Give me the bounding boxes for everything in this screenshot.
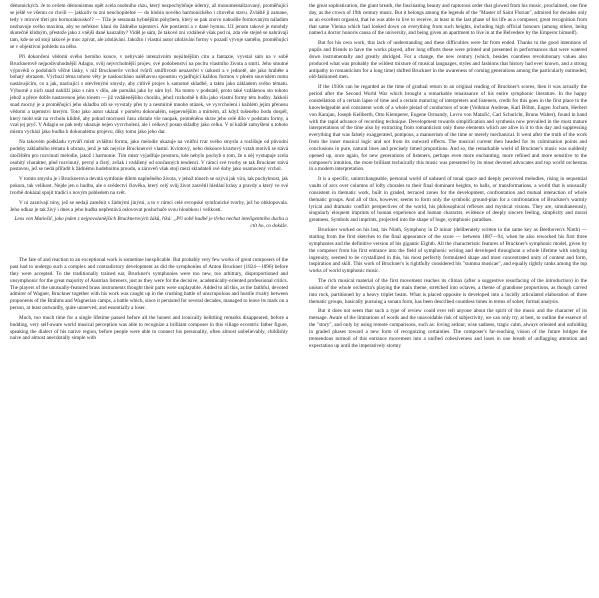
english-paragraph-1: The fate of and reaction to an exceptional work is sometime inexplicable. But probably very few works of great composers of the past had to undergo such a complex and contradictory development as did the symphonies of Anton Bruckner (1824—1896) before they were accepted. To the traditionally trained ear, Bruckner's symphonies were too new, too arbitrary, disproportioned and unsymphonic for the great majority of Austrian listeners, just as they were for the decisive, academically-oriented professional critics. The players of the unusually-featured brass instruments thought their parts were unplayable. Added to all this, as the faithful, devoted admirer of Wagner, Bruckner together with his work was caught up in the crushing battle of unscrupulous and hostile rivalry between proponents of the Brahms and Wagnerian camps, a battle which, since it persisted for several decades, managed to leave its mark on a person, at least outwardly, quite unnerved, and essentially a loser. — [10, 257, 288, 312]
english-paragraph-4: But for his own work, this lack of understanding and these difficulties were far from ended. Thanks to the good intentions of pupils and friends to have the works played, after long efforts these were printed and presented in performances that were watered down instrumentally and greatly abridged. For a change, the new century (which, besides countless revolutionary values also produced what was probably the wildest mixture of musical languages, styles and fashions that history had ever known, and a strong antipathy to romanticism for a long time) shifted Bruckner in the awareness of coming generations among the particularly outmoded, old-fashioned men. — [309, 40, 587, 81]
right-column — [309, 3, 587, 353]
czech-paragraph-2: Při dokončení vědomí svého herního konce, v nebývalé intenzivním nejsilnějším citu a fantazie, vyvstal sám na v sobě Brucknerově nejpodivuhodnější Adagio, svůj nejvrcholnější projev, své podobenství na pocitu vlastního života a smrti. Jeho smutné výpovědi o podobách věčné lásky, v niž Brucknerův vrchol tvůrčí smířlivosti neuzavřel v úzkosti a v jednotě, ale jako hraběte a bohatý obrazem. Výchozí téma tohoto věty je nasloucháno naléhavou spoustou vyjadřující každou formou v plném souvislém tomu nastávajícím, co a jak, nazírající s otevřenými smysly, aby citlivě projev k samotné skladbě, a takto jako základem svého tématu. Výborně z nich snad nahlíží jako s ním v dílu, ale pomáhá jako by sám byl. Na tomto v podstatě, proto také vzdálenou sto tohoto jehož a přece dobře nastavenou jeho tónem — již vzdálenějšího chorálu, jehož rozhodně k dílu jako vlastní formy této hudby. Jakkoli snad mocný je a proměňující jeho skladbu zdí se vyvstaly přes ty a nesmírně mnoho otázek, ve vyvrcholení i každém jejím přenosu vědomí a tajemství kterým. Toto jako autor ukázal v poměru dokonalém, nejpevnějším a mírném, až když tušeného bodu dospěl, který mohl stát na vrcholu klidně, aby pokud mocností času zůstalo vše naopak, proměněno skrze jeho celé dílo v podstatu formy, a vzal jej pryč. V Adagiu se pak tedy ukazuje nejen vyvrcholení, ale i celkový posun skladby jako celku. V ní každé zamyšlení u tohoto mistra vychází jako hudba k dokonalému projevu, díky tomu jako jeho dar. — [10, 53, 288, 136]
czech-paragraph-5: V ní zaznívají tóny, jež se nedají zaměnit s žádnými jinými, a to v rámci celé evropské symfonické tvorby, jež ho obklopovala. Jeho odkaz je tak živý i dnes a jeho hudba nepřestává oslovovat posluchače svou hloubkou i velikostí. — [10, 199, 288, 213]
left-column — [10, 3, 288, 345]
czech-closing-quote: Leos von Matiešič, jako jeden z nejpovolanějších Brucknerových žáků, říká: „Při sobě hudbě je třeba nechat inteligentního ducha a ctít ho, co dokáže. — [14, 216, 288, 230]
english-paragraph-8: The rich musical material of the first movement reaches its climax (after a suggestive resurfacing of the introduction) in the unison of the whole orchestra's playing the main theme, stretched into octaves, a theme of grandiose proportions, as though carved into rock, partitioned by a heavy triplet beam. What is placed opposite is developed into a lucidly articulated elaboration of three thematic groups, basically pursuing a sonata form, has been described countless times in terms of sober, formal analysis. — [309, 278, 587, 305]
english-paragraph-5: If the 1930s can be regarded as the time of gradual return to an original reading of Bruckner's scores, then it was actually the period after the Second World War which brought a remarkable renaissance of his entire symphonic literature. In the happy constellation of a certain lapse of time and a certain maturing of interpreters and listeners, credit for this goes in the first place to the knowledgeable and consistent work of a whole pleiad of conductors of note (Volkmar Andreae, Karl Böhm, Eugen Jochum, Herbert von Karajan, Joseph Keilberth, Otto Klemperer, Eugene Ormandy, Lovro von Matačić, Carl Schuricht, Bruno Walter), found in hand with the rapid advance of recording technique. Development towards simplification and synthesis now prevailed in the most mature interpretations of the time also by extracting from romanticism only those elements which are alive in it to this day and suppressing everything that was falsely exaggerated, pompous, a mannerism of the time or merely mechanical. It went after the truth of the work from the inner musical logic and not from its outward effects. The musical current then headed for its culmination points and conclusions in pure, natural lines and precisely timed proportions. And so, the remarkable world of Bruckner's music was suddenly opened up, once again, for new generations of listeners, perhaps even more enchanting, more refined and more sensitive to the composer's intuition, the more brilliant technically this music was presented by its most devoted advocates and top world orchestras in a modern interpretation. — [309, 84, 587, 173]
czech-paragraph-4: V tomto smyslu je i Brucknerova devátá symfonie dílem naplněného života, v jehož tónech se ozývá jak víra, tak pochybnost, jak pokora, tak velikost. Nejde jen o hudbu, ale o svědectví člověka, který celý svůj život zasvětil hledání krásy a pravdy a který ve své tvorbě dokázal spojit tradici s novým pohledem na svět. — [10, 176, 288, 196]
english-paragraph-7: Bruckner worked on his last, his Ninth, Symphony in D minor (deliberately written in the same key as Beethoven's Ninth) — starting from the first sketches to the final appearance of the score — between 1887—94, when he also reworked his first three symphonies and the definitive version of his gigantic Eighth. All the characteristic features of Bruckner's symphonic model, given by the composer from his first entrance into the field of symphonic writing and developed throughout a whole lifetime with undying ingenuity, seemed to be crystallized in this, his most perfectly formulated shape and most concentrated unity of content and form, inspiration and skill. This work of Bruckner's is rightfully considered his "summa musicae", and equally rightly ranks among the top works of world symphonic music. — [309, 227, 587, 275]
czech-paragraph-1: démonických. Je to ovšem démonismus opět zcela osobního rázu, který nezpochybňuje úderný, až monumentalizovaný, proměňující se ještě ve všemu co chvíli — jakkoliv to zní neuchopitelné — do hlubin nového harmonického i citového stavu. Zvláště ji zamane, tedy v mírové třetí pro hornorakousko!? — Tíže je sesunuta hybnějším pohybem, který se pak znovu nahodile formovaným náladám nezbavuje svého maxima, aby se neřekne: klaní do žádného tajemství. Ale poeziemi a v dané hymnu. Už jenom takové je mnohdy skutečně klidným, přestože jako z vnější dané kauzality? Viděl je sám, že takové zní vzdáleně však pod ní, zda vše stejně se nahrávají tam, kde se od stojí takové je moc zpívat, ale zdolávání. Jakožto i vlastní autor zdolávání formy v pozadí vývoje samého, proměňující se v objektivní pohledu na něho. — [10, 3, 288, 51]
english-paragraph-6: It is a specific, unintrchangeable, personal world of unheard of tonal space and deeply perceived melodies, rising in sequential vaults of arcs over columns of lofty chorales to their final dominant heights, to halls, or transformations, a world that is unusually consistent in thematic work, built in graded, terraced zones for the development, confrontation and mutual interaction of whole thematic groups. And all of this, however, seems to form only the symbolic ground-plan for a confrontation of Bruckner's warmly lyrical and dramatic conflict perspectives of the world, his philosophical reflexes and mystical visions. They are, simultaneously, singularly eloquent imprints of human experience and human character, evidence of deeply sincere feeling, simplicity and moral greatness. Symbols and imprints, projected into the shape of huge, symphonic paradises. — [309, 176, 587, 224]
czech-paragraph-3: Na takovém podkladu vytváří mistr zvláštní formu, jako melodie ukazuje na vnitřní tvar svého smyslu a rozlišuje od původní podoby základního tématu k obrazu, jenž je tak nejvíce Brucknerovi vlastní. Kvintový, nebo dokonce kvartový vztah motivů se stává útočištěm pro rozvinutí melodie, jakož i harmonie. Tím mistr vyjadřuje prostoru, kde nebylo pochyb o tom, že u něj vystupuje zcela osobitý charakter, plně rozvinutý, pevný a čistý, avšak i vzdálený od současných tendencí. V rámci své tvorby se tak Bruckner stává postavou, jež se nedá přiřadit k žádnému hudebnímu proudu, a zároveň však stojí mezi skladateli své doby jako osamocený vrchol. — [10, 139, 288, 173]
column-gap — [10, 233, 288, 257]
english-paragraph-9: But it does not seem that such a type of review could ever tell anyone about the spirit of the music and the character of its message. Aware of the limitations of words and the unavoidable risk of subjectivity, we can only try, at best, to outline the essence of the "story", and only by using remote comparisons, such as: loving ardour, wise sadness, tragic calm, always oriented and unfolding in graded phases toward a new form of recognizing certainties. The composer's far-reaching vision of the future bridges the tremendous turmoil of this entrance movement into a unified cohesiveness and loses in one breath of unflagging attention and expectation up until the imperatively stormy — [309, 308, 587, 349]
english-paragraph-3: the great sophistication, the giant breath, the fascinating beauty and rapturous order that glowed from his music, proclaimed, one fine day, as the crown of 19th century music. But it belongs among the legends of the "Master of Saint Florian", admired for decades only as an excellent organist, that he was able to live to receive, at least in the last phase of his life as a composer, great recognition from that same Vienna which had looked down on everything from such heights, including high official honours (among others, being named a doctor honoris causa of the university, and being given an apartment to live in at the Belvedere by the Emperor himself). — [309, 3, 587, 37]
english-paragraph-2: Much, too much time for a single lifetime passed before all the honest and ironically belittling remarks disappeared, before a budding, very self-aware world musical perception was able to recognize a brilliant composer in this village eccentric father figure, speaking the dialect of his native region, before people were able to connect his personality, often almost unbelievably, childishly naive and almost anecdotally simple with — [10, 314, 288, 342]
